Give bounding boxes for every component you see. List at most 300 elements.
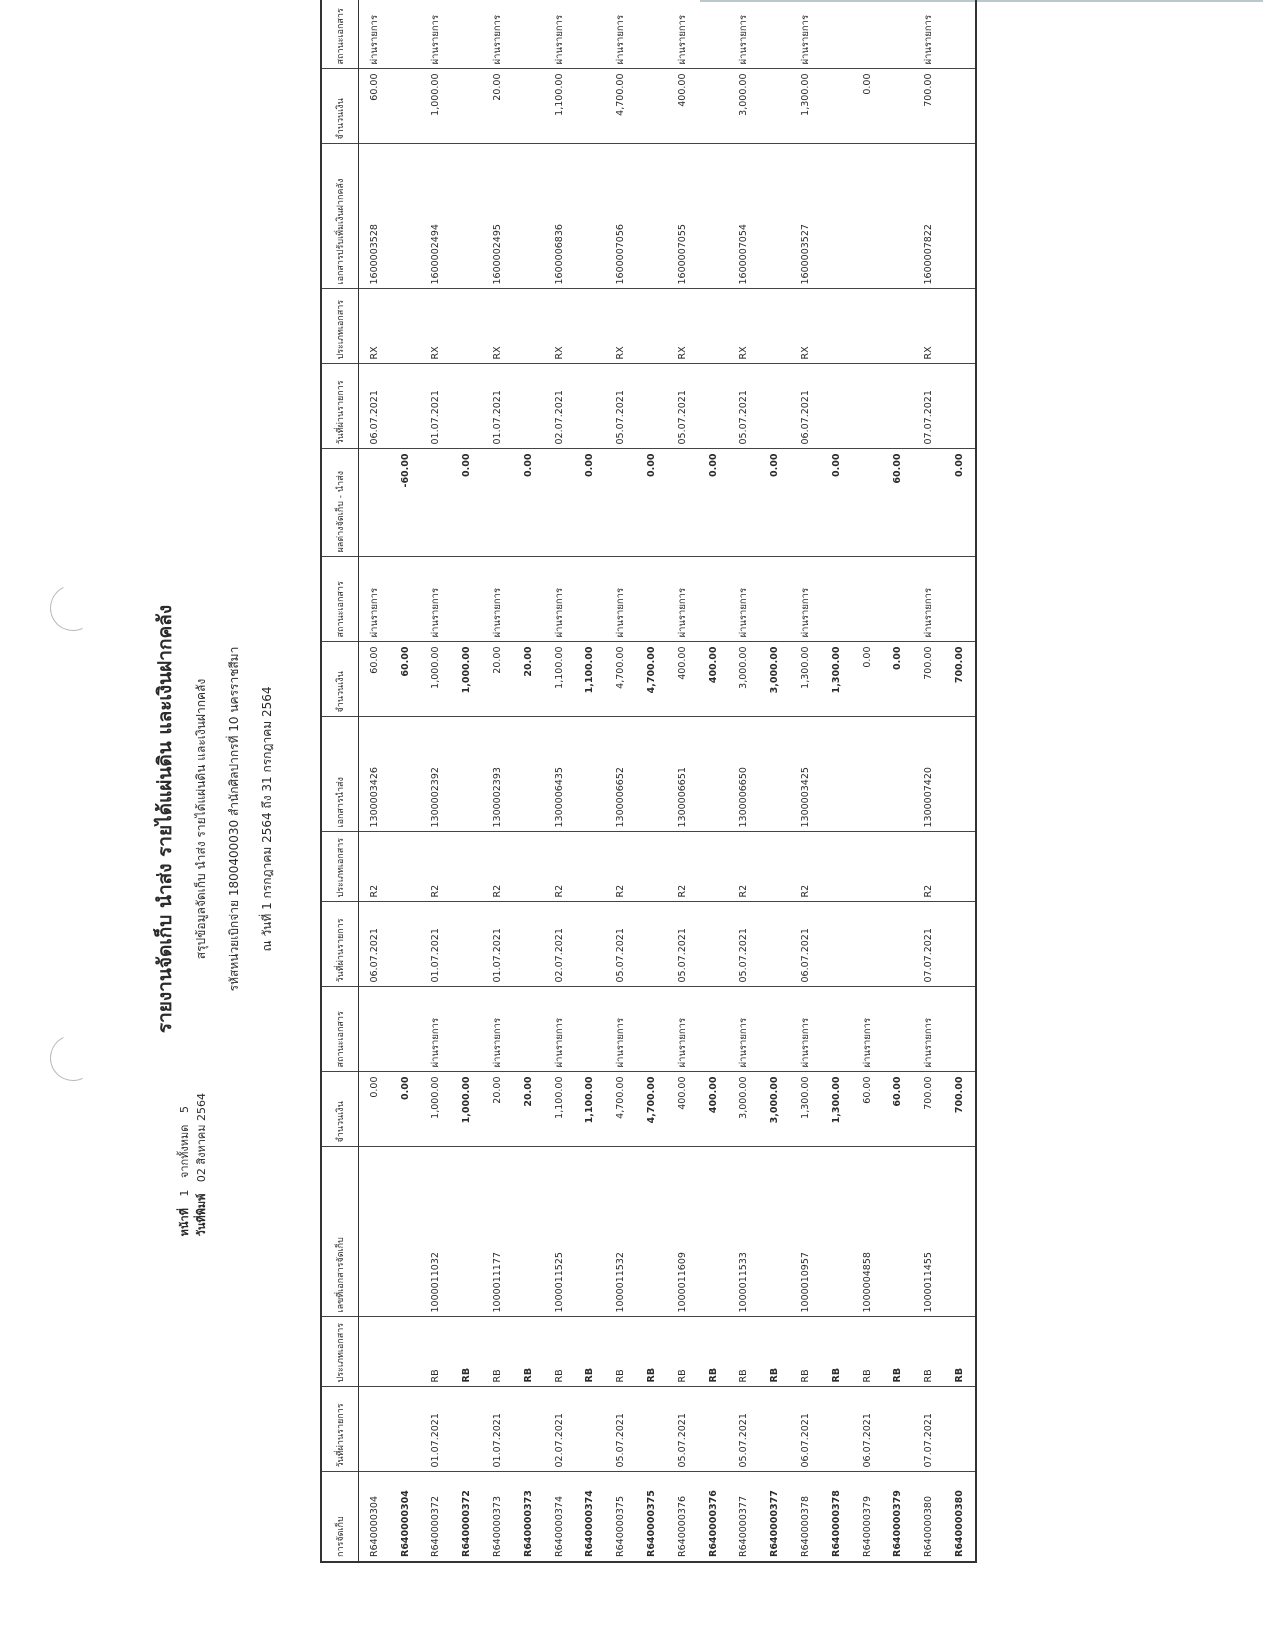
table-cell: ผ่านรายการ (790, 0, 821, 69)
table-cell (883, 902, 914, 987)
table-cell: 1300006652 (605, 717, 636, 832)
table-cell (421, 449, 452, 557)
subtotal-row (698, 0, 729, 1562)
table-cell: 400.00 (667, 1072, 698, 1147)
table-cell: RX (729, 289, 760, 364)
table-cell: 1,100.00 (544, 1072, 575, 1147)
table-cell: RX (359, 289, 390, 364)
table-cell: R640000375 (636, 1472, 667, 1562)
table-cell: 06.07.2021 (790, 1387, 821, 1472)
report-table (320, 0, 977, 1563)
table-cell: ผ่านรายการ (605, 0, 636, 69)
table-cell: R640000372 (451, 1472, 482, 1562)
table-cell: RB (698, 1317, 729, 1387)
column-header: ประเภทเอกสาร (321, 1317, 359, 1387)
table-cell (636, 69, 667, 144)
table-cell: RX (913, 289, 944, 364)
table-cell: RB (883, 1317, 914, 1387)
table-cell: ผ่านรายการ (605, 987, 636, 1072)
table-cell (821, 364, 852, 449)
table-cell (821, 557, 852, 642)
table-cell: R640000372 (421, 1472, 452, 1562)
table-cell: RX (605, 289, 636, 364)
table-cell: R640000304 (390, 1472, 421, 1562)
table-cell: R640000374 (575, 1472, 606, 1562)
table-cell: 1600007056 (605, 144, 636, 289)
table-cell (759, 1147, 790, 1317)
table-cell (698, 0, 729, 69)
table-cell: 400.00 (667, 642, 698, 717)
table-cell (944, 717, 976, 832)
table-cell: 1300003426 (359, 717, 390, 832)
column-header: วันที่ผ่านรายการ (321, 902, 359, 987)
table-cell: 60.00 (390, 642, 421, 717)
table-cell: RB (944, 1317, 976, 1387)
table-cell: RB (605, 1317, 636, 1387)
table-cell: RB (575, 1317, 606, 1387)
table-cell (636, 832, 667, 902)
table-cell: R2 (913, 832, 944, 902)
table-cell: ผ่านรายการ (913, 0, 944, 69)
table-cell: ผ่านรายการ (421, 0, 452, 69)
table-cell: RB (513, 1317, 544, 1387)
table-cell (390, 0, 421, 69)
table-cell (451, 832, 482, 902)
table-cell (636, 1387, 667, 1472)
subtotal-row (636, 0, 667, 1562)
table-cell (698, 557, 729, 642)
table-cell: RB (451, 1317, 482, 1387)
table-row (852, 0, 883, 1562)
table-cell (883, 144, 914, 289)
table-cell (852, 364, 883, 449)
table-cell: 1600006836 (544, 144, 575, 289)
table-cell (575, 1147, 606, 1317)
table-cell: 1,100.00 (544, 642, 575, 717)
table-cell (944, 144, 976, 289)
table-cell (759, 144, 790, 289)
column-header: จำนวนเงิน (321, 69, 359, 144)
table-cell: 07.07.2021 (913, 902, 944, 987)
table-cell (636, 717, 667, 832)
table-cell: -60.00 (390, 449, 421, 557)
table-cell (513, 987, 544, 1072)
table-cell: 0.00 (636, 449, 667, 557)
table-cell (883, 1147, 914, 1317)
table-cell (513, 0, 544, 69)
table-cell: R640000374 (544, 1472, 575, 1562)
table-cell: 1000011532 (605, 1147, 636, 1317)
table-cell: R2 (790, 832, 821, 902)
table-cell (821, 902, 852, 987)
table-cell: 06.07.2021 (359, 902, 390, 987)
table-cell: 20.00 (482, 1072, 513, 1147)
table-cell: 1000011032 (421, 1147, 452, 1317)
table-cell: 1000011177 (482, 1147, 513, 1317)
table-cell (390, 832, 421, 902)
table-cell (451, 144, 482, 289)
table-cell (698, 902, 729, 987)
table-cell (359, 1147, 390, 1317)
of-label: จากทั้งหมด (178, 1124, 191, 1179)
table-cell: R640000378 (790, 1472, 821, 1562)
table-cell (636, 144, 667, 289)
table-cell: 400.00 (698, 642, 729, 717)
table-cell: 0.00 (883, 642, 914, 717)
table-cell: 05.07.2021 (605, 1387, 636, 1472)
table-cell: RB (482, 1317, 513, 1387)
table-cell: 01.07.2021 (482, 1387, 513, 1472)
table-cell: ผ่านรายการ (544, 987, 575, 1072)
table-cell (883, 0, 914, 69)
column-header: สถานะเอกสาร (321, 557, 359, 642)
table-cell (944, 69, 976, 144)
table-cell (482, 449, 513, 557)
table-cell (390, 69, 421, 144)
table-cell (513, 69, 544, 144)
table-cell: 01.07.2021 (421, 1387, 452, 1472)
table-cell (852, 717, 883, 832)
table-cell (451, 0, 482, 69)
table-cell: 1,300.00 (790, 69, 821, 144)
table-cell (513, 1387, 544, 1472)
table-cell: R640000379 (852, 1472, 883, 1562)
table-cell: 20.00 (482, 642, 513, 717)
table-cell: 700.00 (913, 69, 944, 144)
table-cell (451, 717, 482, 832)
table-row (729, 0, 760, 1562)
table-cell: 1,000.00 (421, 642, 452, 717)
table-cell (944, 0, 976, 69)
table-cell: 05.07.2021 (667, 902, 698, 987)
table-cell (544, 449, 575, 557)
table-cell (390, 1317, 421, 1387)
table-cell: 1,300.00 (790, 642, 821, 717)
table-cell: 05.07.2021 (729, 1387, 760, 1472)
table-cell: 1000011609 (667, 1147, 698, 1317)
table-cell (513, 557, 544, 642)
table-cell (513, 902, 544, 987)
table-body (359, 0, 976, 1562)
table-cell (944, 987, 976, 1072)
table-row (544, 0, 575, 1562)
table-cell: 400.00 (667, 69, 698, 144)
table-cell (852, 449, 883, 557)
table-cell: 0.00 (575, 449, 606, 557)
table-cell (759, 364, 790, 449)
table-cell: 05.07.2021 (605, 364, 636, 449)
table-cell (821, 144, 852, 289)
subtotal-row (513, 0, 544, 1562)
table-cell: RB (821, 1317, 852, 1387)
table-cell (513, 832, 544, 902)
table-cell (636, 0, 667, 69)
subtotal-row (451, 0, 482, 1562)
table-cell: 60.00 (883, 1072, 914, 1147)
table-cell (883, 1387, 914, 1472)
table-cell: 700.00 (913, 642, 944, 717)
table-cell (390, 144, 421, 289)
table-cell: 1600002494 (421, 144, 452, 289)
table-cell (575, 832, 606, 902)
table-cell: ผ่านรายการ (790, 557, 821, 642)
table-cell: 3,000.00 (729, 1072, 760, 1147)
table-row (790, 0, 821, 1562)
table-cell (759, 69, 790, 144)
table-cell: ผ่านรายการ (852, 987, 883, 1072)
table-cell (451, 364, 482, 449)
table-cell: ผ่านรายการ (482, 0, 513, 69)
table-cell: 20.00 (482, 69, 513, 144)
table-cell: RX (667, 289, 698, 364)
table-cell: R640000380 (944, 1472, 976, 1562)
table-cell: 700.00 (913, 1072, 944, 1147)
table-cell: 0.00 (944, 449, 976, 557)
table-cell (636, 902, 667, 987)
table-cell (575, 717, 606, 832)
column-header: ผลต่างจัดเก็บ - นำส่ง (321, 449, 359, 557)
table-cell (390, 987, 421, 1072)
table-cell (852, 144, 883, 289)
table-cell: 1300006650 (729, 717, 760, 832)
table-cell: ผ่านรายการ (421, 557, 452, 642)
table-cell: RX (544, 289, 575, 364)
table-cell: ผ่านรายการ (729, 987, 760, 1072)
table-cell (883, 832, 914, 902)
table-cell (359, 1317, 390, 1387)
table-cell (883, 557, 914, 642)
table-cell (667, 449, 698, 557)
table-cell (759, 832, 790, 902)
table-cell (759, 289, 790, 364)
table-cell: 20.00 (513, 1072, 544, 1147)
table-cell: 60.00 (359, 69, 390, 144)
table-cell: 0.00 (513, 449, 544, 557)
table-cell: 4,700.00 (605, 642, 636, 717)
table-cell (790, 449, 821, 557)
table-cell (451, 902, 482, 987)
column-header: การจัดเก็บ (321, 1472, 359, 1562)
table-cell: 05.07.2021 (729, 364, 760, 449)
table-cell (390, 1147, 421, 1317)
table-cell: 1300006435 (544, 717, 575, 832)
table-cell (821, 0, 852, 69)
table-cell: 700.00 (944, 1072, 976, 1147)
table-cell (821, 1387, 852, 1472)
table-row (359, 0, 390, 1562)
table-cell: R2 (359, 832, 390, 902)
table-cell: 01.07.2021 (421, 364, 452, 449)
column-header: เลขที่เอกสารจัดเก็บ (321, 1147, 359, 1317)
page-number: 1 (178, 1189, 191, 1197)
table-cell (575, 364, 606, 449)
table-cell: 400.00 (698, 1072, 729, 1147)
table-cell: R640000377 (729, 1472, 760, 1562)
table-cell (513, 289, 544, 364)
table-cell: R640000380 (913, 1472, 944, 1562)
table-cell: ผ่านรายการ (667, 0, 698, 69)
column-header: สถานะเอกสาร (321, 987, 359, 1072)
table-cell: RB (667, 1317, 698, 1387)
table-cell (944, 289, 976, 364)
report-title: รายงานจัดเก็บ นำส่ง รายได้แผ่นดิน และเงินฝากคลัง (154, 604, 176, 1034)
table-cell: 700.00 (944, 642, 976, 717)
table-cell: 1300003425 (790, 717, 821, 832)
table-cell (759, 987, 790, 1072)
subtotal-row (821, 0, 852, 1562)
table-cell: 1600007054 (729, 144, 760, 289)
table-cell: RB (421, 1317, 452, 1387)
table-cell: R640000377 (759, 1472, 790, 1562)
table-cell: 1,300.00 (821, 642, 852, 717)
table-cell (698, 987, 729, 1072)
table-cell: R640000378 (821, 1472, 852, 1562)
table-cell: 05.07.2021 (667, 364, 698, 449)
table-cell: 02.07.2021 (544, 902, 575, 987)
table-cell (575, 1387, 606, 1472)
table-cell (852, 832, 883, 902)
table-cell (575, 144, 606, 289)
table-cell (883, 69, 914, 144)
total-pages: 5 (178, 1106, 191, 1114)
subtotal-row (944, 0, 976, 1562)
table-cell: 01.07.2021 (482, 364, 513, 449)
table-cell: R2 (667, 832, 698, 902)
table-cell: 1,000.00 (451, 1072, 482, 1147)
table-cell (821, 832, 852, 902)
subtotal-row (390, 0, 421, 1562)
table-cell: RB (790, 1317, 821, 1387)
column-header: จำนวนเงิน (321, 642, 359, 717)
table-cell: ผ่านรายการ (667, 557, 698, 642)
table-cell: 1,300.00 (790, 1072, 821, 1147)
table-cell (698, 1387, 729, 1472)
table-cell: 1600003528 (359, 144, 390, 289)
table-cell: ผ่านรายการ (544, 0, 575, 69)
page-label: หน้าที่ (178, 1208, 191, 1237)
table-cell (359, 987, 390, 1072)
table-cell (575, 0, 606, 69)
table-header-row (321, 0, 359, 1562)
table-cell (513, 364, 544, 449)
table-cell: 1,100.00 (575, 1072, 606, 1147)
table-cell: R640000373 (482, 1472, 513, 1562)
table-cell (451, 1387, 482, 1472)
table-cell: ผ่านรายการ (544, 557, 575, 642)
table-cell: 0.00 (390, 1072, 421, 1147)
table-cell (913, 449, 944, 557)
table-row (482, 0, 513, 1562)
table-cell (883, 717, 914, 832)
table-cell: 1,100.00 (544, 69, 575, 144)
table-cell (821, 987, 852, 1072)
table-cell (359, 449, 390, 557)
table-cell: R640000304 (359, 1472, 390, 1562)
table-cell: 1,000.00 (421, 69, 452, 144)
table-cell: 1600002495 (482, 144, 513, 289)
table-cell: 0.00 (759, 449, 790, 557)
column-header: จำนวนเงิน (321, 1072, 359, 1147)
table-cell: 07.07.2021 (913, 1387, 944, 1472)
table-cell: 06.07.2021 (852, 1387, 883, 1472)
column-header: ประเภทเอกสาร (321, 289, 359, 364)
table-cell (698, 69, 729, 144)
column-header: วันที่ผ่านรายการ (321, 1387, 359, 1472)
table-cell: 05.07.2021 (605, 902, 636, 987)
table-cell (451, 69, 482, 144)
table-cell: R2 (729, 832, 760, 902)
table-cell: 1300007420 (913, 717, 944, 832)
column-header: เอกสารนำส่ง (321, 717, 359, 832)
table-cell: RB (852, 1317, 883, 1387)
table-cell: R640000373 (513, 1472, 544, 1562)
table-cell: 3,000.00 (729, 642, 760, 717)
table-cell: 4,700.00 (636, 1072, 667, 1147)
table-cell: 1,300.00 (821, 1072, 852, 1147)
table-cell (390, 1387, 421, 1472)
table-cell (944, 364, 976, 449)
table-cell (390, 902, 421, 987)
table-cell (451, 987, 482, 1072)
report-header (150, 0, 291, 1638)
table-cell: RX (482, 289, 513, 364)
table-cell: 07.07.2021 (913, 364, 944, 449)
table-cell (698, 144, 729, 289)
table-cell: 60.00 (852, 1072, 883, 1147)
table-cell (605, 449, 636, 557)
table-cell: 0.00 (852, 69, 883, 144)
table-cell (698, 289, 729, 364)
table-cell (451, 289, 482, 364)
table-cell: 0.00 (451, 449, 482, 557)
table-cell: 06.07.2021 (359, 364, 390, 449)
table-cell (636, 1147, 667, 1317)
table-cell: ผ่านรายการ (913, 987, 944, 1072)
table-cell: 4,700.00 (605, 1072, 636, 1147)
table-cell: R640000376 (698, 1472, 729, 1562)
table-cell (944, 1147, 976, 1317)
table-cell (759, 557, 790, 642)
column-header: ประเภทเอกสาร (321, 832, 359, 902)
table-cell (698, 717, 729, 832)
table-cell (698, 832, 729, 902)
table-cell: 0.00 (821, 449, 852, 557)
report-subtitle: สรุปข้อมูลจัดเก็บ นำส่ง รายได้แผ่นดิน และเงินฝากคลัง (194, 678, 208, 960)
table-cell: 1300006651 (667, 717, 698, 832)
table-cell (944, 557, 976, 642)
table-cell (390, 364, 421, 449)
print-date: 02 สิงหาคม 2564 (195, 1093, 208, 1183)
table-cell: ผ่านรายการ (359, 0, 390, 69)
table-cell: ผ่านรายการ (790, 987, 821, 1072)
table-cell: 1600003527 (790, 144, 821, 289)
report-unit: รหัสหน่วยเบิกจ่าย 1800400030 สำนักศิลปากรที่ 10 นครราชสีมา (227, 646, 241, 992)
report-period: ณ วันที่ 1 กรกฎาคม 2564 ถึง 31 กรกฎาคม 2564 (260, 686, 274, 952)
print-date-label: วันที่พิมพ์ (195, 1193, 208, 1237)
table-cell: RX (790, 289, 821, 364)
table-cell (636, 987, 667, 1072)
table-cell (759, 717, 790, 832)
table-cell (821, 1147, 852, 1317)
table-cell: R2 (421, 832, 452, 902)
table-cell (513, 717, 544, 832)
table-cell (575, 557, 606, 642)
table-cell: 05.07.2021 (729, 902, 760, 987)
table-cell: ผ่านรายการ (482, 557, 513, 642)
table-cell: 60.00 (359, 642, 390, 717)
table-cell (944, 902, 976, 987)
table-cell: 02.07.2021 (544, 364, 575, 449)
